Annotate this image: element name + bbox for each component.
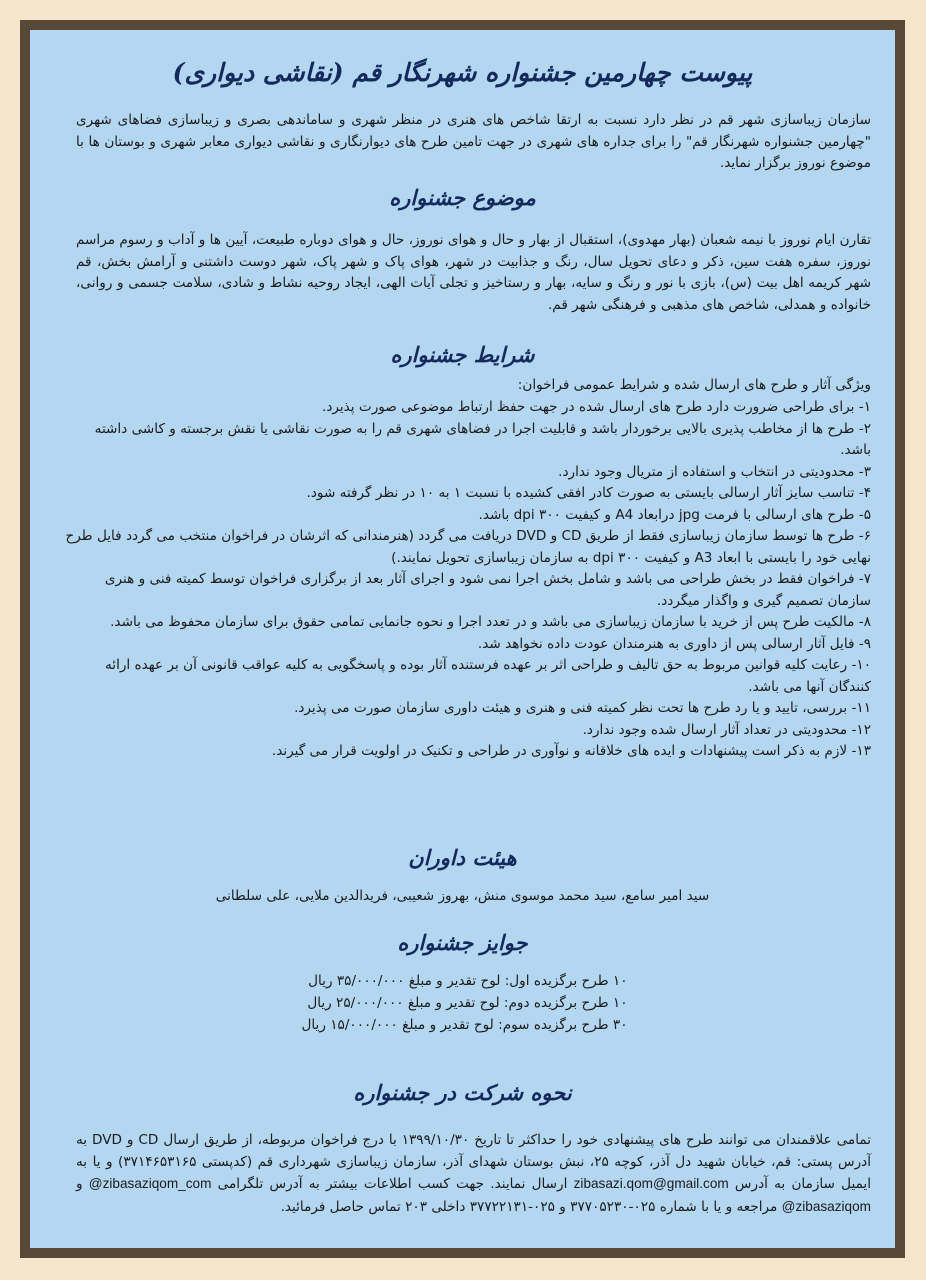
condition-item: ۷- فراخوان فقط در بخش طراحی می باشد و شامل بخش اجرا نمی شود و اجرای آثار بعد از برگزاری فراخوان توسط کمیته فنی و هنری سازمان تصمیم گیری و واگذار میگردد.	[104, 571, 871, 609]
document-title: پیوست چهارمین جشنواره شهرنگار قم (نقاشی دیواری)	[172, 58, 753, 87]
document-panel	[30, 30, 895, 1248]
condition-item: ۶- طرح ها توسط سازمان زیباسازی فقط از طریق CD و DVD دریافت می گردد (هنرمندانی که اثرشان در فراخوان منتخب می گردد فایل طرح نهایی خود را بایستی با ابعاد A3 و کیفیت dpi ۳۰۰ به سازمان زیباسازی تحویل نمایند.)	[65, 528, 871, 566]
participation-text-2: ارسال نمایند. جهت کسب اطلاعات بیشتر به آدرس تلگرامی	[211, 1176, 574, 1192]
email-link[interactable]: zibasazi.qom@gmail.com	[573, 1176, 729, 1191]
condition-item: ۱۳- لازم به ذکر است پیشنهادات و ایده های خلاقانه و نوآوری در طراحی و تکنیک در اولویت قرار می گیرند.	[271, 743, 871, 759]
prize-item: ۳۰ طرح برگزیده سوم: لوح تقدیر و مبلغ ۱۵/۰۰۰/۰۰۰ ریال	[301, 1017, 628, 1033]
instagram-link[interactable]: @zibasaziqom	[781, 1198, 871, 1214]
conditions-lead: ویژگی آثار و طرح های ارسال شده و شرایط عمومی فراخوان:	[517, 377, 871, 393]
participation-text-1: تمامی علاقمندان می توانند طرح های پیشنهادی خود را حداکثر تا تاریخ ۱۳۹۹/۱۰/۳۰ با درج فراخوان مربوطه، از طریق ارسال CD و DVD به آدرس پستی: قم، خیابان شهید دل آذر، کوچه ۲۵، نبش بوستان شهدای آذر، سازمان زیباسازی شهرداری قم (کدپستی ۳۷۱۴۶۵۳۱۶۵) و یا به ایمیل سازمان به آدرس	[76, 1132, 871, 1192]
condition-item: ۳- محدودیتی در انتخاب و استفاده از متریال وجود ندارد.	[558, 463, 871, 480]
condition-item: ۱۱- بررسی، تایید و یا رد طرح ها تحت نظر کمیته فنی و هنری و هیئت داوری سازمان صورت می پذیرد.	[294, 700, 871, 716]
prize-item: ۱۰ طرح برگزیده دوم: لوح تقدیر و مبلغ ۲۵/۰۰۰/۰۰۰ ریال	[307, 995, 628, 1011]
conditions-heading: شرایط جشنواره	[390, 342, 535, 367]
intro-paragraph: سازمان زیباسازی شهر قم در نظر دارد نسبت به ارتقا شاخص های هنری در منظر شهری و ساماندهی بصری و زیباسازی فضاهای شهری "چهارمین جشنواره شهرنگار قم" را برای جداره های شهری در جهت تامین طرح های دیوارنگاری و نقاشی دیواری معابر شهری و بوستان ها با موضوع نوروز برگزار نماید.	[76, 112, 871, 171]
condition-item: ۸- مالکیت طرح پس از خرید با سازمان زیباسازی می باشد و در تعدد اجرا و نحوه جانمایی تمامی حقوق برای سازمان محفوظ می باشد.	[110, 614, 871, 630]
condition-item: ۱۲- محدودیتی در تعداد آثار ارسال شده وجود ندارد.	[582, 721, 871, 738]
prize-item: ۱۰ طرح برگزیده اول: لوح تقدیر و مبلغ ۳۵/۰۰۰/۰۰۰ ریال	[308, 973, 628, 989]
topic-paragraph: تقارن ایام نوروز با نیمه شعبان (بهار مهدوی)، استقبال از بهار و حال و هوای نوروز، حال و هوای دوباره طبیعت، آیین ها و آداب و رسوم مراسم نوروز، سفره هفت سین، ذکر و دعای تحویل سال، رنگ و جذابیت در شهر، هوای پاک و شهر پاک، شهر دوست داشتنی و آرامش بخش، قم شهر کریمه اهل بیت (س)، بازی با نور و رنگ و سایه، بهار و رستاخیز و تجلی آیات الهی، ایجاد روحیه نشاط و شادی، سلامت جسمی و روانی، خانواده و همدلی، شاخص های مذهبی و فرهنگی شهر قم.	[76, 232, 871, 313]
conditions-list	[60, 397, 871, 763]
participation-text-3: و	[76, 1176, 89, 1192]
condition-item: ۲- طرح ها از مخاطب پذیری بالایی برخوردار باشد و قابلیت اجرا در فضاهای شهری قم را به صورت نقاشی یا نقش برجسته و کاشی داشته باشد.	[94, 420, 871, 458]
jury-names: سید امیر سامع، سید محمد موسوی منش، بهروز شعیبی، فریدالدین ملایی، علی سلطانی	[215, 888, 710, 904]
condition-item: ۱۰- رعایت کلیه قوانین مربوط به حق تالیف و طراحی اثر بر عهده فرستنده آثار بوده و پاسخگویی به کلیه عواقب قانونی آن بر عهده ارائه کنندگان آنها می باشد.	[105, 657, 871, 695]
participation-paragraph	[76, 1130, 871, 1218]
condition-item: ۱- برای طراحی ضرورت دارد طرح های ارسال شده در جهت حفظ ارتباط موضوعی صورت پذیرد.	[322, 399, 871, 415]
telegram-link[interactable]: @zibasaziqom_com	[88, 1176, 212, 1191]
condition-item: ۴- تناسب سایز آثار ارسالی بایستی به صورت کادر افقی کشیده با نسبت ۱ به ۱۰ در نظر گرفته شود.	[306, 485, 871, 501]
prizes-heading: جوایز جشنواره	[397, 930, 528, 955]
topic-heading: موضوع جشنواره	[389, 185, 536, 210]
jury-heading: هیئت داوران	[408, 845, 517, 870]
document-frame	[20, 20, 905, 1258]
condition-item: ۹- فایل آثار ارسالی پس از داوری به هنرمندان عودت داده نخواهد شد.	[477, 635, 871, 652]
condition-item: ۵- طرح های ارسالی با فرمت jpg درابعاد A4 و کیفیت dpi ۳۰۰ باشد.	[478, 506, 871, 523]
participation-text-4: مراجعه و یا با شماره ۰۲۵-۳۷۷۰۵۲۳۰ و ۰۲۵-۳۷۷۲۲۱۳۱ داخلی ۲۰۳ تماس حاصل فرمائید.	[280, 1198, 782, 1215]
participation-heading: نحوه شرکت در جشنواره	[353, 1080, 572, 1105]
prizes-list	[30, 970, 895, 1036]
